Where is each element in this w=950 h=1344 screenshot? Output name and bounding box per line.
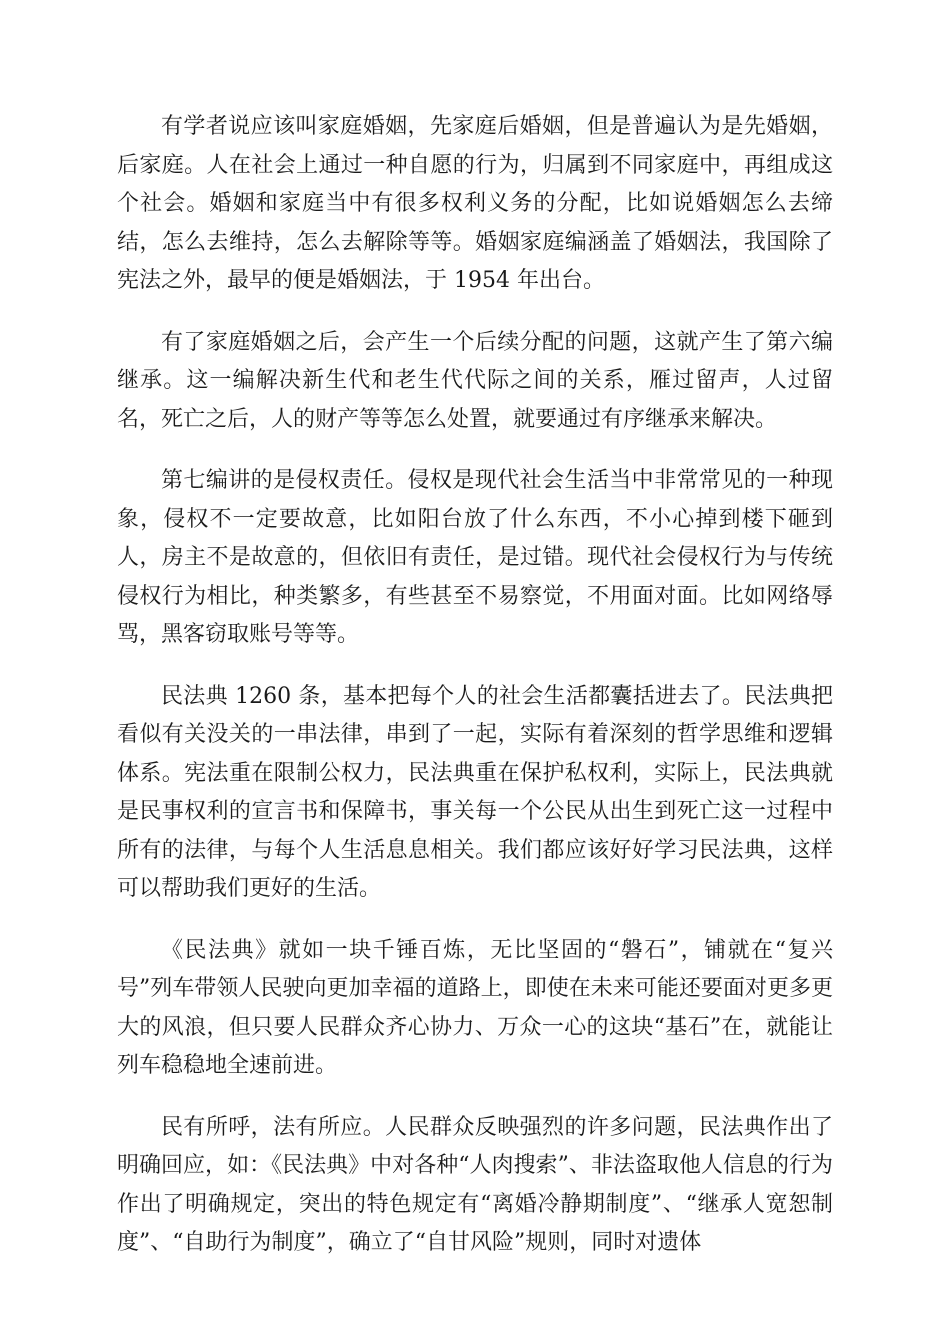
paragraph-inheritance: 有了家庭婚姻之后，会产生一个后续分配的问题，这就产生了第六编继承。这一编解决新生代和老生代代际之间的关系，雁过留声，人过留名，死亡之后，人的财产等等怎么处置，就要通过有序继承来解决。 [117,329,833,432]
paragraph-civil-code-summary: 民法典 1260 条，基本把每个人的社会生活都囊括进去了。民法典把看似有关没关的一串法律，串到了一起，实际有着深刻的哲学思维和逻辑体系。宪法重在限制公权力，民法典重在保护私权利，实际上，民法典就是民事权利的宣言书和保障书，事关每一个公民从出生到死亡这一过程中所有的法律，与每个人生活息息相关。我们都应该好好学习民法典，这样可以帮助我们更好的生活。 [117,683,833,901]
paragraph-marriage-family: 有学者说应该叫家庭婚姻，先家庭后婚姻，但是普遍认为是先婚姻，后家庭。人在社会上通过一种自愿的行为，归属到不同家庭中，再组成这个社会。婚姻和家庭当中有很多权利义务的分配，比如说婚姻怎么去缔结，怎么去维持，怎么去解除等等。婚姻家庭编涵盖了婚姻法，我国除了宪法之外，最早的便是婚姻法，于 1954 年出台。 [117,114,833,293]
paragraph-tort-liability: 第七编讲的是侵权责任。侵权是现代社会生活当中非常常见的一种现象，侵权不一定要故意，比如阳台放了什么东西，不小心掉到楼下砸到人，房主不是故意的，但依旧有责任，是过错。现代社会侵权行为与传统侵权行为相比，种类繁多，有些甚至不易察觉，不用面对面。比如网络辱骂，黑客窃取账号等等。 [117,468,833,647]
paragraph-response: 民有所呼，法有所应。人民群众反映强烈的许多问题，民法典作出了明确回应，如：《民法典》中对各种“人肉搜索”、非法盗取他人信息的行为作出了明确规定，突出的特色规定有“离婚冷静期制度”、“继承人宽恕制度”、“自助行为制度”，确立了“自甘风险”规则，同时对遗体 [117,1114,833,1255]
document-body [117,108,833,1286]
paragraph-cornerstone: 《民法典》就如一块千锤百炼，无比坚固的“磐石”，铺就在“复兴号”列车带领人民驶向更加幸福的道路上，即使在未来可能还要面对更多更大的风浪，但只要人民群众齐心协力、万众一心的这块“基石”在，就能让列车稳稳地全速前进。 [117,937,833,1078]
